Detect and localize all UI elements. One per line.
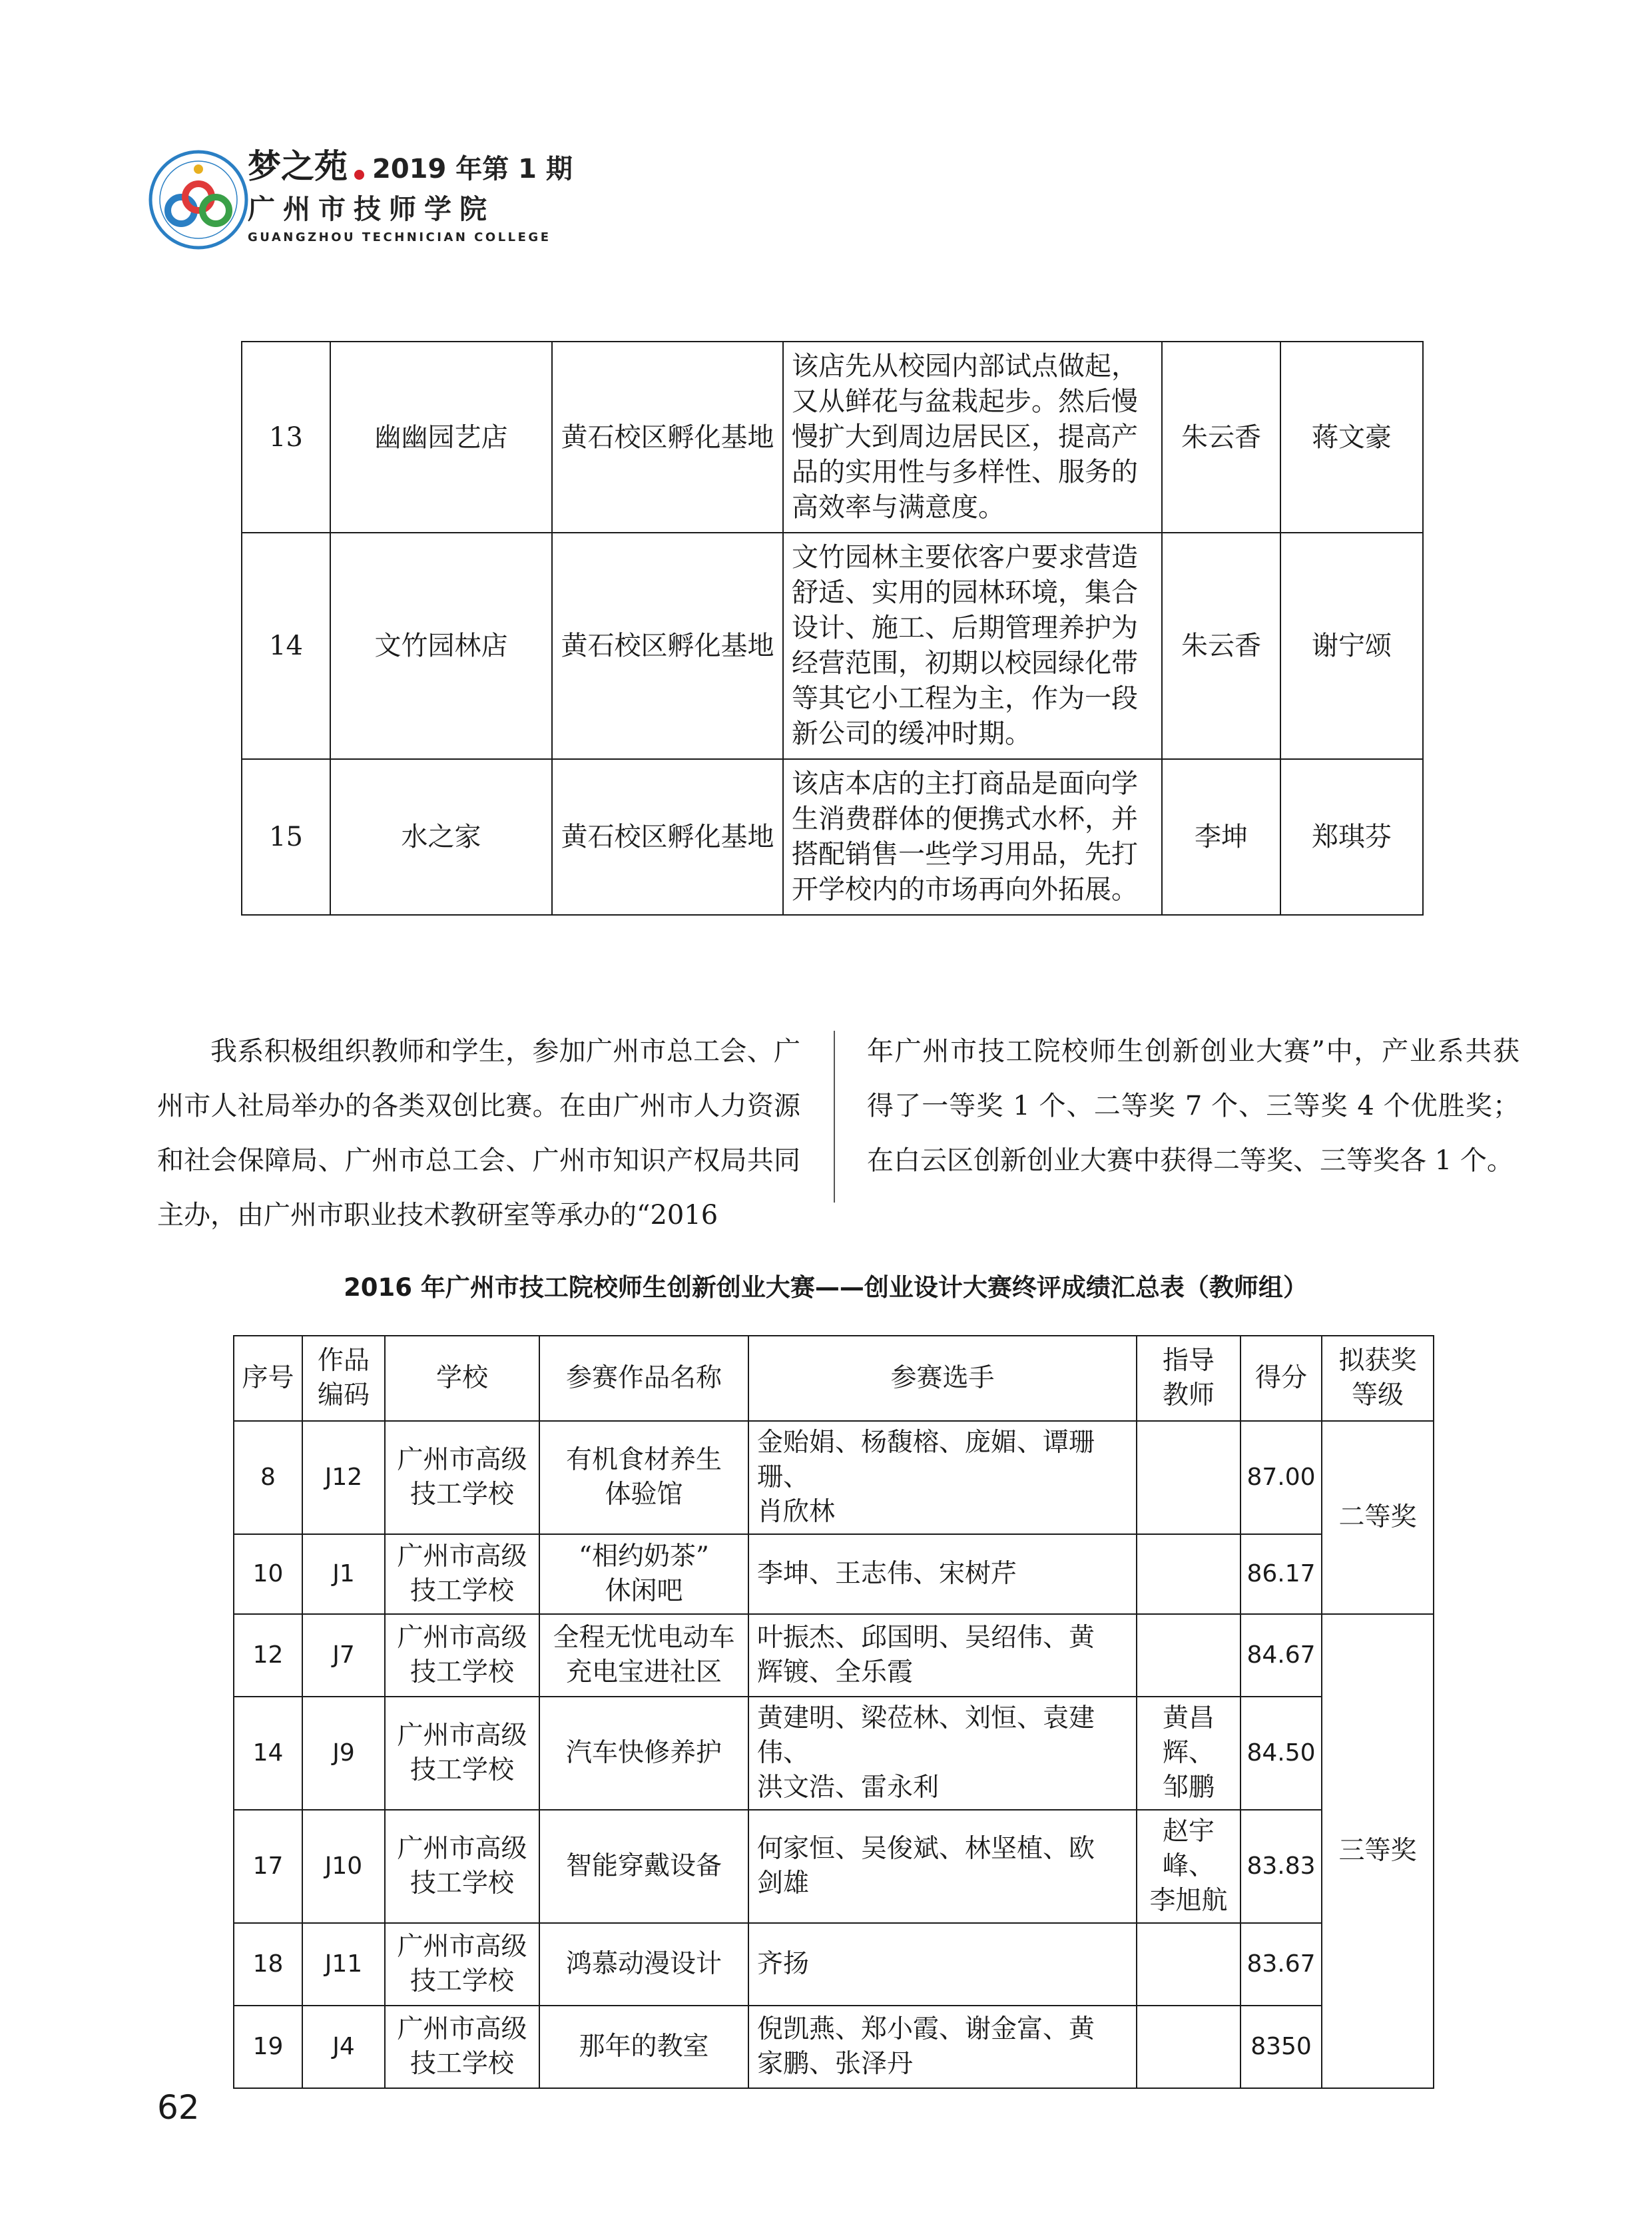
shop-student-line: 谢宁颂 [1312,631,1392,661]
header-advisor [1137,1336,1240,1421]
header-advisor-line: 指导 [1162,1346,1215,1376]
shop-name [330,342,552,533]
result-work-line: “相约奶茶” [579,1541,709,1571]
result-players [748,2006,1137,2088]
results-row [234,1534,1434,1614]
result-code [302,1810,385,1923]
result-school-line: 技工学校 [410,1576,514,1606]
result-no-line: 10 [252,1560,284,1587]
result-players-line: 金贻娟、杨馥榕、庞媚、谭珊珊、 [757,1428,1095,1492]
shop-name-line: 文竹园林店 [374,631,508,661]
result-advisor [1137,1697,1240,1810]
award-second-line: 二等奖 [1338,1502,1417,1532]
body-text-left-column [157,1024,800,1243]
result-code [302,2006,385,2088]
shop-student [1280,342,1423,533]
result-advisor-line: 邹鹏 [1162,1773,1215,1803]
shop-student-line: 郑琪芬 [1312,822,1392,852]
result-work-line: 那年的教室 [579,2032,709,2062]
body-paragraph: 我系积极组织教师和学生，参加广州市总工会、广州市人社局举办的各类双创比赛。在由广州市人力资源和社会保障局、广州市总工会、广州市知识产权局共同主办，由广州市职业技术教研室等承办的“2016 [157,1036,800,1231]
result-players [748,1923,1137,2006]
result-players-line: 黄建明、梁莅林、刘恒、袁建伟、 [757,1703,1095,1768]
result-no-line: 12 [252,1641,284,1669]
result-code-line: J7 [332,1641,355,1669]
result-school-line: 广州市高级 [397,1932,527,1962]
college-name-en: GUANGZHOU TECHNICIAN COLLEGE [248,230,551,244]
result-school-line: 技工学校 [410,1480,514,1510]
result-score [1240,1421,1322,1534]
results-row [234,1697,1434,1810]
result-code-line: J1 [332,1560,355,1587]
separator-dot-icon [354,170,364,180]
result-score-line: 83.83 [1246,1852,1316,1880]
header-players: 参赛选手 [748,1336,1137,1421]
header-school: 学校 [385,1336,539,1421]
shop-location-line: 黄石校区孵化基地 [561,822,774,852]
result-advisor [1137,1810,1240,1923]
result-advisor-line: 黄昌辉、 [1162,1703,1215,1768]
award-third-line: 三等奖 [1338,1836,1417,1866]
result-no [234,1697,302,1810]
column-divider [834,1031,835,1203]
shop-teacher-line: 李坤 [1195,822,1248,852]
result-no [234,1421,302,1534]
result-advisor [1137,1421,1240,1534]
result-no [234,1810,302,1923]
result-no [234,1923,302,2006]
shop-description-line: 设计、施工、后期管理养护为 [792,613,1138,643]
shop-no-line: 13 [269,421,303,453]
result-players-line: 何家恒、吴俊斌、林坚植、欧 [757,1834,1095,1864]
result-players-line: 剑雄 [757,1868,810,1898]
result-score-line: 86.17 [1246,1560,1316,1587]
result-score-line: 83.67 [1246,1950,1316,1978]
result-advisor [1137,1614,1240,1697]
result-players-line: 肖欣林 [757,1497,836,1527]
shop-name-line: 幽幽园艺店 [374,421,508,453]
header-score: 得分 [1240,1336,1322,1421]
result-school [385,1421,539,1534]
result-players-line: 辉镀、全乐霞 [757,1657,914,1687]
result-work [539,1614,748,1697]
shop-description-line: 新公司的缓冲时期。 [792,718,1031,749]
result-no-line: 17 [252,1852,284,1880]
result-school-line: 技工学校 [410,2049,514,2079]
page-number: 62 [157,2088,200,2127]
shop-no [242,533,330,759]
result-work [539,2006,748,2088]
result-school-line: 广州市高级 [397,1541,527,1571]
award-second [1322,1421,1434,1614]
shop-description-line: 该店先从校园内部试点做起， [792,351,1138,382]
result-no [234,1534,302,1614]
header-award [1322,1336,1434,1421]
results-table-body [234,1421,1434,2088]
shop-teacher-line: 朱云香 [1181,421,1261,453]
shop-row [242,533,1423,759]
result-score [1240,1534,1322,1614]
result-school [385,2006,539,2088]
result-players-line: 倪凯燕、郑小霞、谢金富、黄 [757,2014,1095,2044]
result-advisor [1137,2006,1240,2088]
result-players-line: 洪文浩、雷永利 [757,1773,940,1803]
result-school-line: 广州市高级 [397,1834,527,1864]
result-code [302,1421,385,1534]
result-code-line: J10 [324,1852,363,1880]
shop-description-line: 舒适、实用的园林环境，集合 [792,577,1138,608]
incubator-shop-table [241,341,1424,916]
shop-description-line: 搭配销售一些学习用品，先打 [792,839,1138,870]
header-work: 参赛作品名称 [539,1336,748,1421]
result-score [1240,2006,1322,2088]
page-header [148,142,747,256]
result-school-line: 广州市高级 [397,1445,527,1475]
results-table [233,1335,1434,2089]
shop-description-line: 慢扩大到周边居民区，提高产 [792,421,1138,452]
results-row [234,1421,1434,1534]
shop-description-line: 又从鲜花与盆栽起步。然后慢 [792,386,1138,417]
result-school-line: 技工学校 [410,1657,514,1687]
shop-description-line: 该店本店的主打商品是面向学 [792,768,1138,799]
brand-title-line [248,142,573,190]
results-header-row [234,1336,1434,1421]
result-no [234,2006,302,2088]
result-advisor [1137,1534,1240,1614]
result-code-line: J4 [332,2033,355,2060]
result-score-line: 87.00 [1246,1464,1316,1491]
shop-no [242,759,330,915]
result-code [302,1697,385,1810]
shop-description [783,342,1162,533]
result-work-line: 休闲吧 [605,1576,683,1606]
result-school-line: 技工学校 [410,1966,514,1996]
result-work-line: 充电宝进社区 [565,1657,722,1687]
shop-description-line: 开学校内的市场再向外拓展。 [792,874,1138,905]
result-school-line: 广州市高级 [397,2014,527,2044]
shop-name [330,759,552,915]
result-school [385,1697,539,1810]
shop-description-line: 高效率与满意度。 [792,492,1005,523]
shop-row [242,759,1423,915]
result-school [385,1810,539,1923]
shop-student [1280,533,1423,759]
result-no-line: 18 [252,1950,284,1978]
result-players-line: 李坤、王志伟、宋树芹 [757,1559,1017,1589]
result-work [539,1697,748,1810]
issue-label: 2019 年第 1 期 [372,154,573,184]
result-school [385,1614,539,1697]
result-score [1240,1810,1322,1923]
college-name-cn: 广州市技师学院 [248,193,495,225]
shop-location [552,342,783,533]
result-players-line: 家鹏、张泽丹 [757,2049,914,2079]
result-work-line: 全程无忧电动车 [553,1623,735,1653]
result-work-line: 鸿慕动漫设计 [565,1949,722,1979]
magazine-name: 梦之苑 [248,147,348,186]
shop-location [552,533,783,759]
header-award-line: 拟获奖 [1338,1346,1417,1376]
shop-location [552,759,783,915]
result-code-line: J12 [324,1464,363,1491]
result-school-line: 技工学校 [410,1755,514,1785]
results-row [234,1923,1434,2006]
result-work-line: 有机食材养生 [565,1445,722,1475]
shop-teacher [1162,759,1280,915]
result-players [748,1421,1137,1534]
result-score [1240,1923,1322,2006]
shop-name [330,533,552,759]
result-work-line: 体验馆 [605,1480,683,1510]
header-award-line: 等级 [1351,1380,1404,1410]
result-score-line: 84.50 [1246,1739,1316,1767]
header-code [302,1336,385,1421]
result-players-line: 叶振杰、邱国明、吴绍伟、黄 [757,1623,1095,1653]
result-score-line: 84.67 [1246,1641,1316,1669]
shop-description [783,533,1162,759]
result-code [302,1923,385,2006]
results-row [234,1810,1434,1923]
result-advisor-line: 赵宇峰、 [1162,1816,1215,1881]
result-players [748,1697,1137,1810]
result-work [539,1421,748,1534]
result-players-line: 齐扬 [757,1949,810,1979]
shop-description-line: 文竹园林主要依客户要求营造 [792,542,1138,573]
result-school-line: 广州市高级 [397,1721,527,1751]
shop-location-line: 黄石校区孵化基地 [561,421,774,453]
result-work-line: 智能穿戴设备 [565,1851,722,1881]
award-third [1322,1614,1434,2088]
results-table-title: 2016 年广州市技工院校师生创新创业大赛——创业设计大赛终评成绩汇总表（教师组） [344,1273,1308,1302]
shop-teacher [1162,533,1280,759]
result-code-line: J11 [324,1950,363,1978]
shop-student [1280,759,1423,915]
result-code-line: J9 [332,1739,355,1767]
result-no-line: 14 [252,1739,284,1767]
result-advisor [1137,1923,1240,2006]
result-work [539,1923,748,2006]
result-work [539,1810,748,1923]
result-code [302,1614,385,1697]
result-players [748,1534,1137,1614]
result-work-line: 汽车快修养护 [565,1738,722,1768]
shop-description-line: 等其它小工程为主，作为一段 [792,683,1138,714]
result-no [234,1614,302,1697]
header-no: 序号 [234,1336,302,1421]
shop-teacher-line: 朱云香 [1181,631,1261,661]
shop-no-line: 14 [269,631,303,661]
result-score [1240,1614,1322,1697]
shop-student-line: 蒋文豪 [1312,421,1392,453]
result-no-line: 8 [260,1464,276,1491]
result-school [385,1923,539,2006]
results-row [234,1614,1434,1697]
shop-description-line: 品的实用性与多样性、服务的 [792,457,1138,487]
results-row [234,2006,1434,2088]
result-score [1240,1697,1322,1810]
result-no-line: 19 [252,2033,284,2060]
shop-table-body [242,342,1423,915]
shop-description-line: 生消费群体的便携式水杯，并 [792,804,1138,834]
body-paragraph-continued: 年广州市技工院校师生创新创业大赛”中，产业系共获得了一等奖 1 个、二等奖 7 个、三等奖 4 个优胜奖；在白云区创新创业大赛中获得二等奖、三等奖各 1 个。 [867,1036,1519,1176]
result-code [302,1534,385,1614]
body-text-right-column [867,1024,1519,1188]
shop-name-line: 水之家 [401,822,481,852]
result-work [539,1534,748,1614]
result-school-line: 广州市高级 [397,1623,527,1653]
result-school-line: 技工学校 [410,1868,514,1898]
college-logo-icon [148,149,249,250]
result-players [748,1810,1137,1923]
header-advisor-line: 教师 [1162,1380,1215,1410]
result-score-line: 8350 [1250,2033,1312,2060]
header-code-line: 编码 [317,1380,370,1410]
shop-description [783,759,1162,915]
result-players [748,1614,1137,1697]
shop-description-line: 经营范围，初期以校园绿化带 [792,648,1138,679]
shop-no-line: 15 [269,822,303,852]
shop-row [242,342,1423,533]
brand-block [248,142,573,244]
shop-location-line: 黄石校区孵化基地 [561,631,774,661]
shop-no [242,342,330,533]
shop-teacher [1162,342,1280,533]
result-advisor-line: 李旭航 [1149,1886,1228,1916]
result-school [385,1534,539,1614]
header-code-line: 作品 [317,1346,370,1376]
